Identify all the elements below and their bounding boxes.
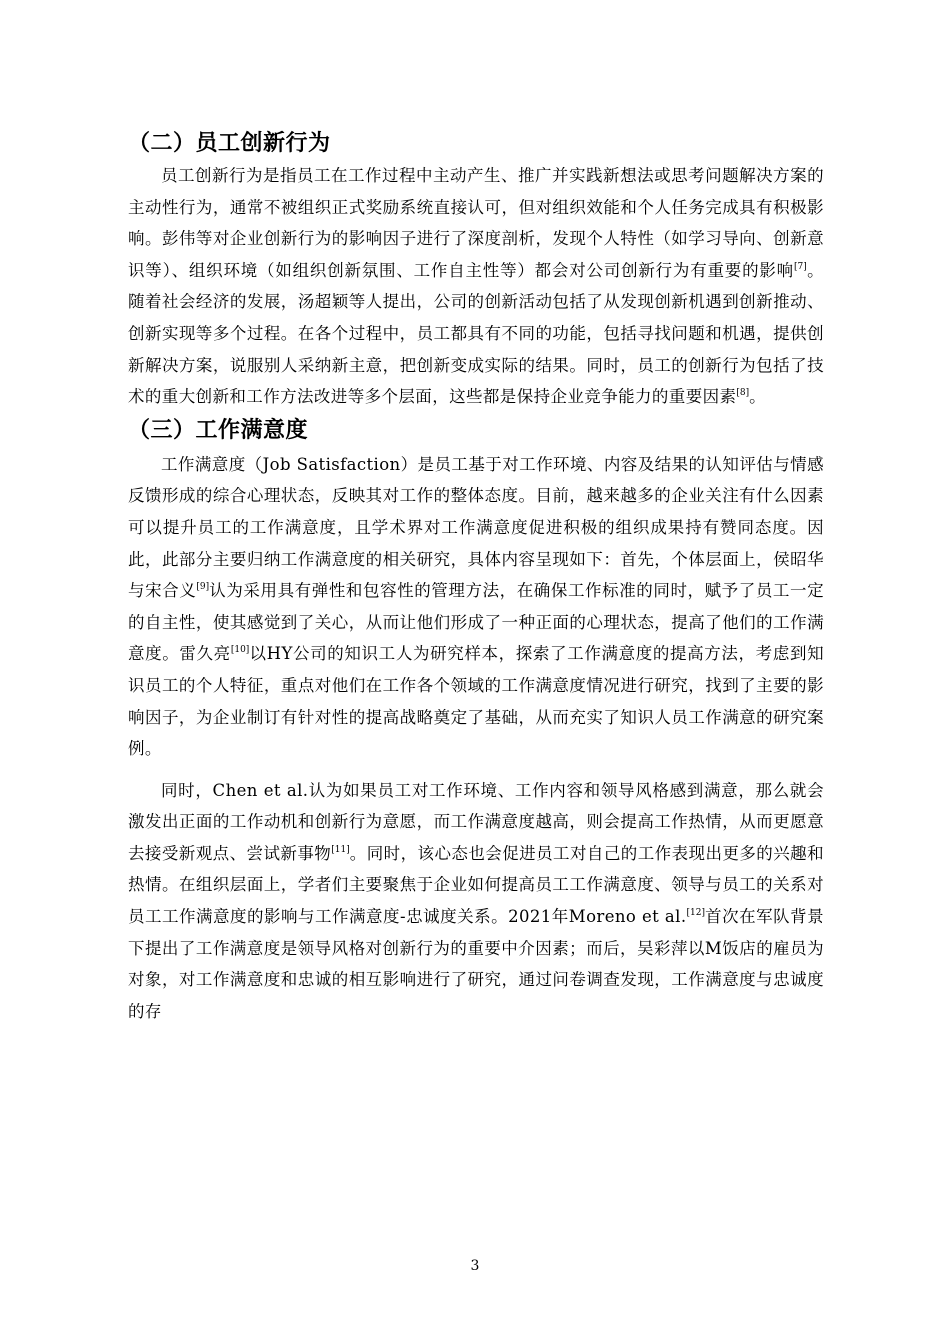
paragraph-text: 。同时，该心态也会促进员工对自己的工作表现出更多的兴趣和热情。在组织层面上，学者们主要聚焦于企业如何提高员工工作满意度、领导与员工的关系对员工工作满意度的影响与工作满意度-忠诚度关系。2021年Moreno et al. [128,843,824,927]
citation-marker: [10] [230,645,250,656]
paragraph-text: 员工创新行为是指员工在工作过程中主动产生、推广并实践新想法或思考问题解决方案的主动性行为，通常不被组织正式奖励系统直接认可，但对组织效能和个人任务完成具有积极影响。彭伟等对企业创新行为的影响因子进行了深度剖析，发现个人特性（如学习导向、创新意识等）、组织环境（如组织创新氛围、工作自主性等）都会对公司创新行为有重要的影响 [128,166,824,280]
paragraph-text: 认为采用具有弹性和包容性的管理方法，在确保工作标准的同时，赋予了员工一定的自主性，使其感觉到了关心，从而让他们形成了一种正面的心理状态，提高了他们的工作满意度。雷久亮 [128,581,824,664]
page-number: 3 [470,1258,480,1274]
citation-marker: [9] [196,582,210,593]
paragraph-text: 。 [749,387,767,407]
citation-marker: [8] [736,388,750,399]
paragraph-text: 首次在军队背景下提出了工作满意度是领导风格对创新行为的重要中介因素；而后，吴彩萍以M饭店的雇员为对象，对工作满意度和忠诚的相互影响进行了研究，通过问卷调查发现，工作满意度与忠诚度的存 [128,907,824,1021]
paragraph-text: 。随着社会经济的发展，汤超颖等人提出，公司的创新活动包括了从发现创新机遇到创新推动、创新实现等多个过程。在各个过程中，员工都具有不同的功能，包括寻找问题和机遇，提供创新解决方案，说服别人采纳新主意，把创新变成实际的结果。同时，员工的创新行为包括了技术的重大创新和工作方法改进等多个层面，这些都是保持企业竞争能力的重要因素 [128,260,824,407]
citation-marker: [11] [331,844,350,855]
body-paragraph [128,160,824,413]
document-page [128,128,824,1027]
citation-marker: [7] [793,261,807,272]
citation-marker: [12] [686,908,705,919]
body-paragraph [128,449,824,765]
paragraph-text: 工作满意度（Job Satisfaction）是员工基于对工作环境、内容及结果的认知评估与情感反馈形成的综合心理状态，反映其对工作的整体态度。目前，越来越多的企业关注有什么因素可以提升员工的工作满意度，且学术界对工作满意度促进积极的组织成果持有赞同态度。因此，此部分主要归纳工作满意度的相关研究，具体内容呈现如下：首先，个体层面上，侯昭华与宋合义 [128,454,824,601]
section-heading-job-satisfaction: （三）工作满意度 [128,417,309,443]
paragraph-text: 同时，Chen et al.认为如果员工对工作环境、工作内容和领导风格感到满意，那么就会激发出正面的工作动机和创新行为意愿，而工作满意度越高，则会提高工作热情，从而更愿意去接受新观点、尝试新事物 [128,780,824,863]
body-paragraph [128,775,824,1028]
section-heading-employee-innovation-behavior: （二）员工创新行为 [128,131,331,156]
paragraph-text: 以HY公司的知识工人为研究样本，探索了工作满意度的提高方法，考虑到知识员工的个人特征，重点对他们在工作各个领域的工作满意度情况进行研究，找到了主要的影响因子，为企业制订有针对性的提高战略奠定了基础，从而充实了知识人员工作满意的研究案例。 [128,644,824,759]
